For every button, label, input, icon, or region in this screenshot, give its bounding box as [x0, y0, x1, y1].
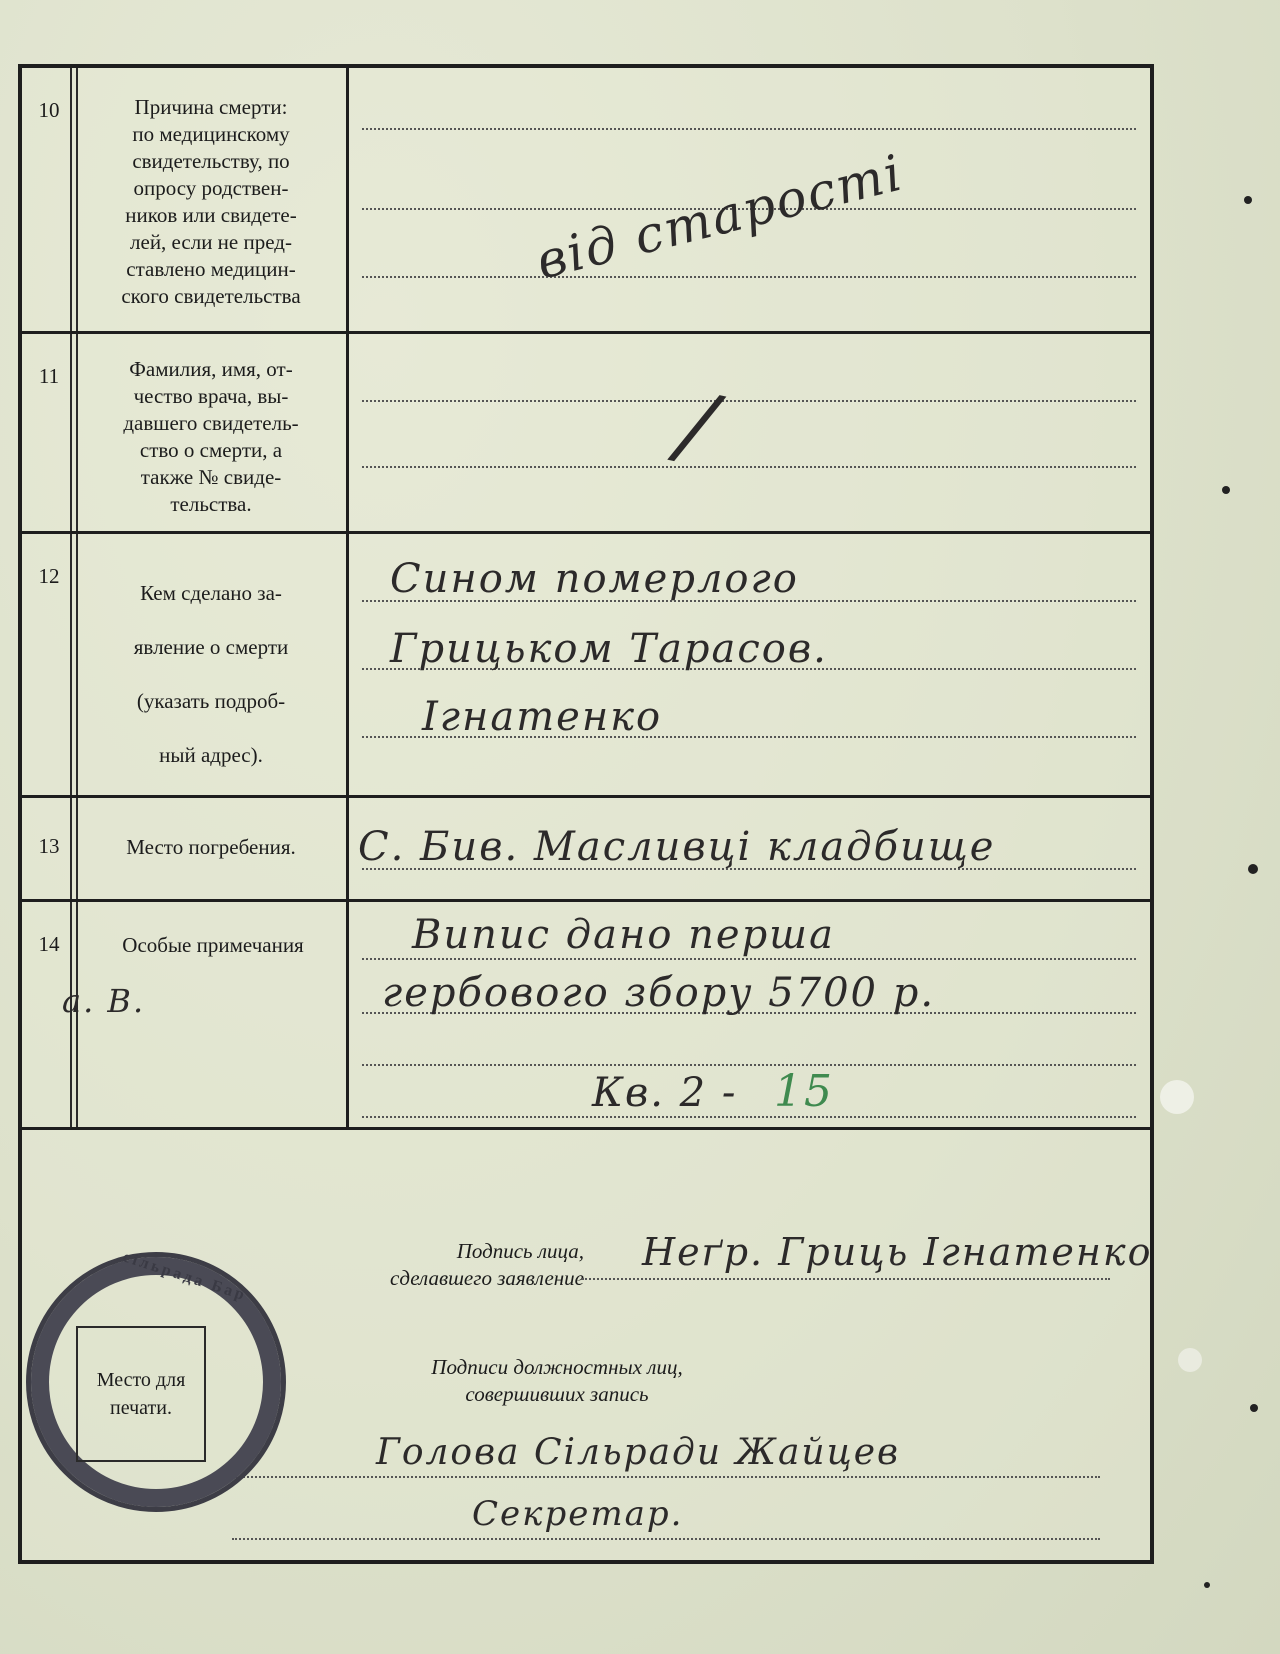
stamp-text: сільрада Бар: [120, 1248, 250, 1305]
dotted-line: [362, 1064, 1136, 1066]
field-label: Кем сделано за- явление о смерти (указать подроб- ный адрес).: [133, 581, 289, 767]
field-label: Фамилия, имя, от- чество врача, вы- давшего свидетель- ство о смерти, а также № свиде- тельства.: [123, 357, 299, 516]
row-doctor: [22, 334, 1150, 534]
row-burial-place: [22, 798, 1150, 902]
row-number: 12: [38, 564, 60, 588]
declarant-label: Подпись лица, сделавшего заявление: [390, 1239, 584, 1290]
column-divider: [76, 798, 78, 899]
column-divider: [346, 68, 349, 331]
column-divider: [346, 798, 349, 899]
margin-note: а. В.: [62, 982, 146, 1020]
dotted-line: [362, 958, 1136, 960]
handwritten-entry: гербового збору 5700 р.: [382, 970, 936, 1016]
punch-hole: [1178, 1348, 1202, 1372]
handwritten-entry: Кв. 2 -: [592, 1070, 738, 1116]
handwritten-entry: Сином померлого: [390, 556, 799, 602]
entry-area: [362, 334, 1136, 531]
dotted-line: [362, 128, 1136, 130]
row-number: 14: [38, 932, 60, 956]
row-number: 13: [38, 834, 60, 858]
row-number: 10: [38, 98, 60, 122]
dotted-line: [362, 1116, 1136, 1118]
column-divider: [76, 68, 78, 331]
paper-speck: [1204, 1582, 1210, 1588]
chair-signature: Голова Сільради Жайцев: [376, 1432, 900, 1473]
handwritten-entry: від старості: [530, 143, 909, 291]
punch-hole: [1160, 1080, 1194, 1114]
column-divider: [346, 534, 349, 795]
dotted-line: [582, 1278, 1110, 1280]
handwritten-entry: /: [671, 371, 725, 482]
declarant-signature: Неґр. Гриць Ігнатенко: [642, 1230, 1153, 1274]
column-divider: [76, 334, 78, 531]
column-divider: [70, 534, 72, 795]
row-special-notes: [22, 902, 1150, 1130]
paper-speck: [1250, 1404, 1258, 1412]
field-label: Причина смерти: по медицинскому свидетельству, по опросу родствен- ников или свидете- лей, если не пред- ставлено медицин- ского свидетельства: [121, 95, 301, 308]
dotted-line: [232, 1538, 1100, 1540]
handwritten-entry: Випис дано перша: [412, 912, 835, 958]
secretary-signature: Секретар.: [472, 1494, 684, 1534]
row-cause-of-death: [22, 68, 1150, 334]
column-divider: [70, 798, 72, 899]
column-divider: [346, 334, 349, 531]
green-mark: 15: [774, 1066, 834, 1117]
dotted-line: [232, 1476, 1100, 1478]
dotted-line: [362, 400, 1136, 402]
row-declarant: [22, 534, 1150, 798]
handwritten-entry: Грицьком Тарасов.: [390, 626, 828, 672]
handwritten-entry: С. Бив. Масливці кладбище: [358, 824, 996, 870]
column-divider: [76, 534, 78, 795]
column-divider: [70, 68, 72, 331]
column-divider: [70, 334, 72, 531]
paper-speck: [1244, 196, 1252, 204]
field-label: Особые примечания: [122, 933, 304, 957]
paper-speck: [1222, 486, 1230, 494]
row-number: 11: [38, 364, 60, 388]
handwritten-entry: Ігнатенко: [422, 694, 663, 740]
field-label: Место погребения.: [126, 835, 296, 859]
officials-label: Подписи должностных лиц, совершивших запись: [431, 1355, 683, 1406]
paper-speck: [1248, 864, 1258, 874]
column-divider: [346, 902, 349, 1127]
dotted-line: [362, 466, 1136, 468]
dotted-line: [362, 276, 1136, 278]
seal-place-box: Место для печати.: [76, 1326, 206, 1462]
